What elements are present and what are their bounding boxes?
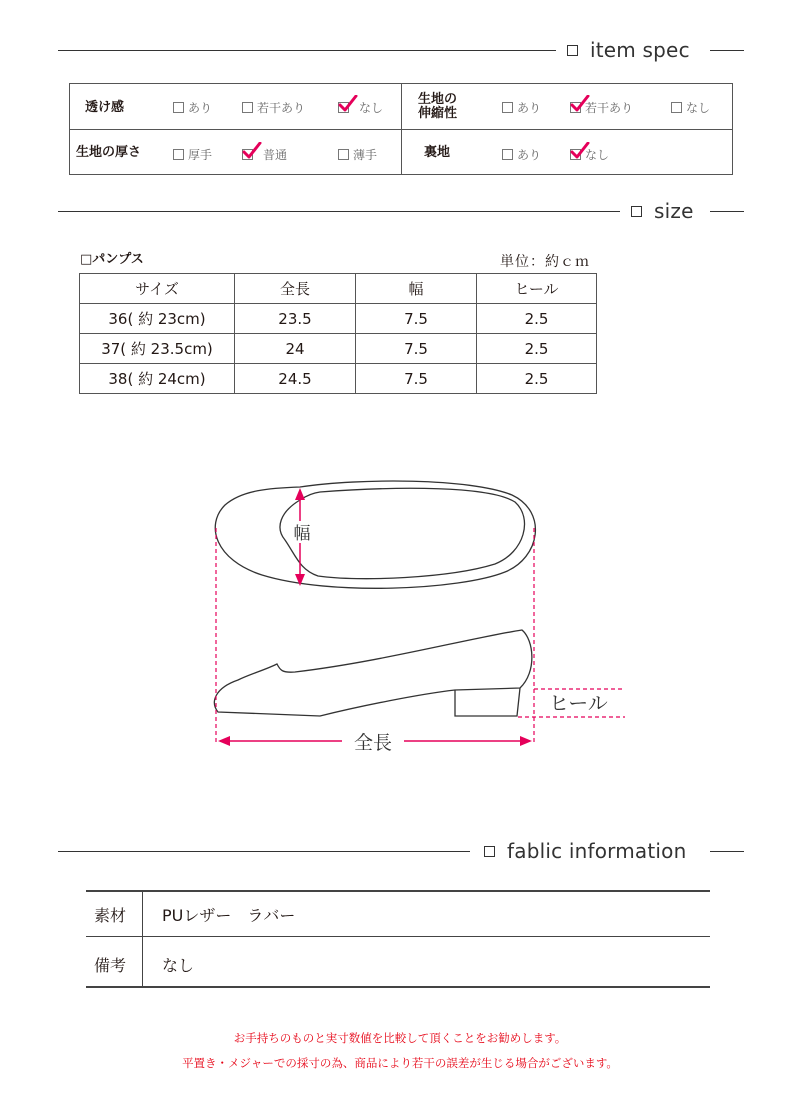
- spec-label-thickness: 生地の厚さ: [76, 145, 142, 160]
- table-header: サイズ: [80, 274, 235, 304]
- square-icon: [484, 846, 495, 857]
- table-header: 幅: [356, 274, 477, 304]
- spec-option[interactable]: [671, 99, 710, 116]
- checkbox[interactable]: [173, 149, 184, 160]
- size-table: [79, 273, 597, 394]
- fabric-table-divider: [142, 892, 143, 986]
- shoe-top-view-outline: [215, 481, 535, 588]
- size-title-text: size: [654, 199, 694, 223]
- option-label: 普通: [263, 148, 288, 162]
- checkmark-icon: [338, 95, 358, 113]
- shoe-side-view-outline: [214, 630, 531, 716]
- table-cell: 24: [235, 334, 356, 364]
- spec-option[interactable]: [242, 99, 305, 116]
- fabric-title-text: fablic information: [507, 839, 687, 863]
- fabric-line-left: [58, 851, 470, 852]
- option-label: 薄手: [353, 148, 378, 162]
- length-arrow-head-left: [218, 736, 230, 746]
- item-spec-title-text: item spec: [590, 38, 690, 62]
- fabric-label-remarks: 備考: [94, 956, 127, 975]
- fabric-table-middle: [86, 936, 710, 937]
- size-line-right: [710, 211, 744, 212]
- spec-option[interactable]: [570, 146, 609, 163]
- option-label: なし: [585, 148, 610, 162]
- item-spec-title: [567, 38, 690, 62]
- checkmark-icon: [570, 95, 590, 113]
- spec-option[interactable]: [173, 146, 212, 163]
- size-unit: 単位：約ｃｍ: [500, 254, 590, 270]
- checkbox-checked[interactable]: [242, 149, 253, 160]
- fabric-title: [484, 839, 687, 863]
- heel-label: ヒール: [549, 691, 608, 715]
- checkbox[interactable]: [502, 102, 513, 113]
- table-header-row: [80, 274, 597, 304]
- size-title: [631, 199, 694, 223]
- table-cell: 24.5: [235, 364, 356, 394]
- table-header: ヒール: [477, 274, 597, 304]
- size-line-left: [58, 211, 620, 212]
- checkbox-checked[interactable]: [570, 102, 581, 113]
- table-cell: 38( 約 24cm): [80, 364, 235, 394]
- table-cell: 2.5: [477, 304, 597, 334]
- shoe-top-view-opening: [280, 488, 525, 578]
- spec-option[interactable]: [502, 99, 541, 116]
- item-spec-line-left: [58, 50, 556, 51]
- table-cell: 2.5: [477, 364, 597, 394]
- spec-option[interactable]: [570, 99, 633, 116]
- spec-option[interactable]: [338, 146, 377, 163]
- checkbox[interactable]: [173, 102, 184, 113]
- option-label: あり: [517, 148, 542, 162]
- checkmark-icon: [242, 142, 262, 160]
- spec-option[interactable]: [338, 99, 383, 116]
- item-spec-line-right: [710, 50, 744, 51]
- square-icon: [631, 206, 642, 217]
- note-line-1: お手持ちのものと実寸数値を比較して頂くことをお勧めします。: [233, 1031, 567, 1045]
- option-label: なし: [359, 101, 384, 115]
- spec-label-line: 生地の: [418, 92, 458, 107]
- spec-option[interactable]: [242, 146, 287, 163]
- fabric-value-remarks: なし: [162, 956, 195, 975]
- length-arrow-head-right: [520, 736, 532, 746]
- checkbox-checked[interactable]: [570, 149, 581, 160]
- table-cell: 37( 約 23.5cm): [80, 334, 235, 364]
- option-label: 若干あり: [257, 101, 306, 115]
- fabric-table-top: [86, 890, 710, 892]
- length-label: 全長: [353, 732, 393, 754]
- table-cell: 23.5: [235, 304, 356, 334]
- checkbox[interactable]: [338, 149, 349, 160]
- width-label: 幅: [293, 524, 311, 544]
- size-table-caption: □パンプス: [80, 252, 144, 267]
- table-cell: 2.5: [477, 334, 597, 364]
- spec-label-stretch: [418, 93, 457, 121]
- checkbox[interactable]: [671, 102, 682, 113]
- note-line-2: 平置き・メジャーでの採寸の為、商品により若干の誤差が生じる場合がございます。: [182, 1056, 618, 1070]
- option-label: あり: [188, 101, 213, 115]
- table-cell: 7.5: [356, 304, 477, 334]
- checkbox[interactable]: [242, 102, 253, 113]
- table-cell: 7.5: [356, 334, 477, 364]
- shoe-heel: [455, 688, 520, 716]
- checkmark-icon: [570, 142, 590, 160]
- spec-label-lining: 裏地: [424, 145, 451, 160]
- spec-option[interactable]: [173, 99, 212, 116]
- spec-label-line: 伸縮性: [418, 106, 458, 121]
- square-icon: [567, 45, 578, 56]
- spec-option[interactable]: [502, 146, 541, 163]
- table-row: [80, 334, 597, 364]
- shoe-diagram: [0, 440, 800, 760]
- width-arrow-head-top: [295, 488, 305, 500]
- fabric-line-right: [710, 851, 744, 852]
- fabric-value-material: PUレザー ラバー: [162, 906, 296, 925]
- table-row: [80, 304, 597, 334]
- checkbox-checked[interactable]: [338, 102, 349, 113]
- fabric-label-material: 素材: [94, 906, 127, 925]
- spec-label-transparency: 透け感: [85, 100, 125, 115]
- option-label: なし: [686, 101, 711, 115]
- option-label: 厚手: [188, 148, 213, 162]
- table-header: 全長: [235, 274, 356, 304]
- spec-box: [69, 83, 733, 175]
- spec-divider-vertical: [401, 84, 402, 174]
- table-cell: 7.5: [356, 364, 477, 394]
- checkbox[interactable]: [502, 149, 513, 160]
- table-row: [80, 364, 597, 394]
- option-label: あり: [517, 101, 542, 115]
- fabric-table-bottom: [86, 986, 710, 988]
- table-cell: 36( 約 23cm): [80, 304, 235, 334]
- option-label: 若干あり: [585, 101, 634, 115]
